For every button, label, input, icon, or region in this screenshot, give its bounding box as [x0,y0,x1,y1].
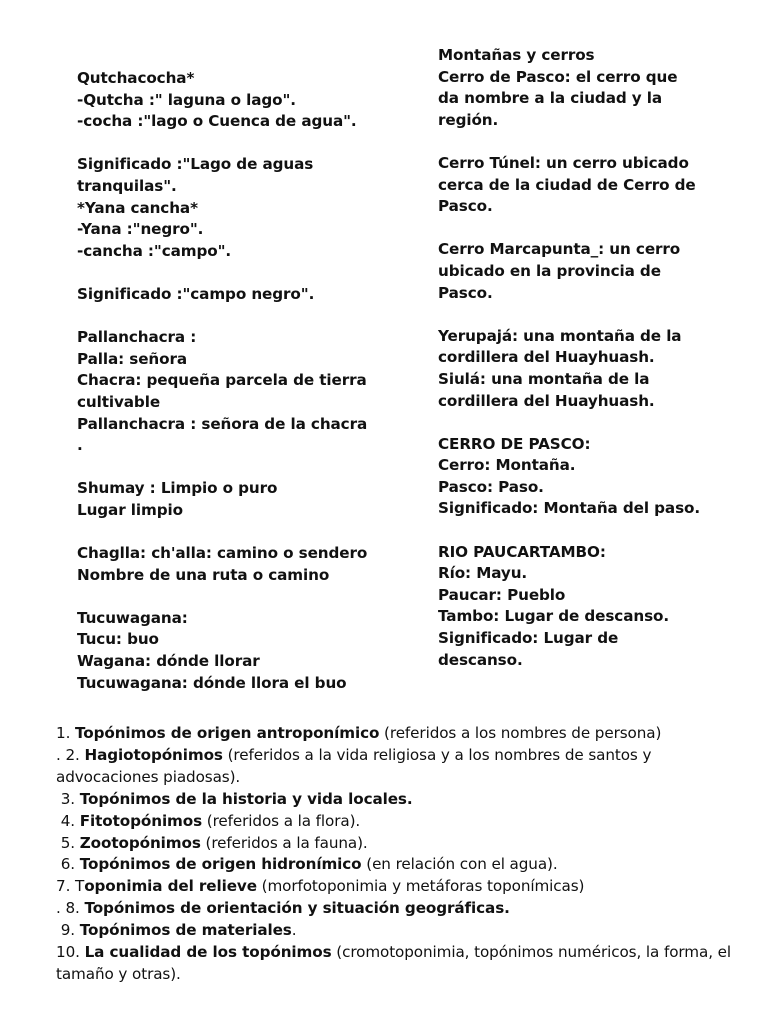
left-column-line: Significado :"campo negro". [77,284,315,303]
list-item-description: (morfotoponimia y metáforas toponímicas) [256,877,585,896]
right-column-line: Cerro Marcapunta_: un cerro ubicado en la provincia de Pasco. [438,240,686,302]
list-item [56,854,756,876]
list-item-term: Topónimos de origen hidronímico [79,855,362,874]
list-item [56,942,756,986]
list-item-term: Hagiotopónimos [84,745,223,764]
list-item-term: Topónimos de la historia y vida locales. [79,789,413,808]
left-column-line: Tucuwagana: dónde llora el buo [77,673,347,692]
list-item-term: Topónimos de orientación y situación geográficas. [84,899,510,918]
list-item [56,833,756,855]
list-item-description: (referidos a la vida religiosa y a los nombres de santos y advocaciones piadosas). [56,745,652,786]
right-column-line: Significado: Montaña del paso. [438,499,701,518]
left-column-line: -Qutcha :" laguna o lago". [77,90,296,109]
list-item-number: 5. [56,833,80,852]
list-item-description: . [291,921,297,940]
left-column-line: Palla: señora [77,349,188,368]
left-column-line: -cancha :"campo". [77,241,232,260]
left-column-line: *Yana cancha* [77,198,198,217]
left-column-line: Lugar limpio [77,500,183,519]
list-item-term: Fitotopónimos [79,811,203,830]
right-column-line: Cerro de Pasco: el cerro que da nombre a la ciudad y la región. [438,67,683,129]
left-column-line: Tucu: buo [77,630,159,649]
list-item [56,920,756,942]
right-column-line: Siulá: una montaña de la cordillera del Huayhuash. [438,369,655,410]
list-item-number: 1. [56,724,76,742]
left-column-line: Qutchacocha* [77,69,195,87]
left-column-line: Chacra: pequeña parcela de tierra cultivable [77,371,372,411]
left-column-line: -Yana :"negro". [77,220,204,239]
list-item-number: . 2. [56,745,85,764]
right-column-line: Montañas y cerros [438,46,595,64]
left-column-line: Chaglla: ch'alla: camino o sendero [77,544,368,563]
list-item [56,789,756,811]
paragraph-gap [438,520,703,542]
paragraph-gap [438,131,703,153]
right-column-line: Cerro: Montaña. [438,456,576,475]
list-item [56,876,756,898]
left-column-line: -cocha :"lago o Cuenca de agua". [77,112,357,131]
list-item-term: Topónimos de origen antroponímico [75,724,380,742]
right-column [438,45,703,671]
right-column-line: Paucar: Pueblo [438,585,566,604]
paragraph-gap [77,133,377,155]
list-item [56,745,756,789]
left-column-line: Tucuwagana: [77,608,188,627]
left-column-line: Wagana: dónde llorar [77,652,260,671]
list-item-number: 10. [56,943,85,962]
list-item-number: . 8. [56,899,85,918]
list-item [56,723,756,745]
right-column-line: Pasco: Paso. [438,477,544,496]
right-column-line: CERRO DE PASCO: [438,434,591,453]
list-item-number: 3. [56,789,80,808]
right-column-line: Significado: Lugar de descanso. [438,629,624,669]
list-item [56,898,756,920]
list-item-number: 4. [56,811,80,830]
list-item-description: (referidos a la flora). [202,811,361,830]
right-column-line: Cerro Túnel: un cerro ubicado cerca de la ciudad de Cerro de Pasco. [438,153,701,216]
paragraph-gap [77,586,377,608]
right-column-line: Tambo: Lugar de descanso. [438,607,670,626]
list-item-description: (referidos a los nombres de persona) [379,724,662,742]
paragraph-gap [438,412,703,434]
left-column [77,68,377,694]
left-column-line: Nombre de una ruta o camino [77,565,330,584]
right-column-line: RIO PAUCARTAMBO: [438,542,606,561]
left-column-line: Significado :"Lago de aguas tranquilas". [77,155,319,195]
list-item-description: (referidos a la fauna). [200,833,368,852]
paragraph-gap [77,457,377,479]
list-item-number: 6. [56,855,80,874]
list-item-term: oponimia del relieve [84,877,257,896]
toponym-list [56,723,756,986]
list-item-number: 9. [56,921,80,940]
paragraph-gap [77,262,377,284]
right-column-line: Yerupajá: una montaña de la cordillera del Huayhuash. [438,326,687,367]
paragraph-gap [438,304,703,326]
paragraph-gap [77,306,377,328]
list-item-description: (cromotoponimia, topónimos numéricos, la forma, el tamaño y otras). [56,943,732,983]
left-column-line: Pallanchacra : [77,328,197,347]
paragraph-gap [77,521,377,543]
right-column-line: Río: Mayu. [438,564,528,583]
left-column-line: Pallanchacra : señora de la chacra . [77,414,373,455]
list-item-term: Zootopónimos [79,833,201,852]
list-item-number: 7. T [56,877,85,896]
list-item [56,811,756,833]
list-item-description: (en relación con el agua). [361,855,558,874]
list-item-term: Topónimos de materiales [79,921,292,940]
paragraph-gap [438,218,703,240]
list-item-term: La cualidad de los topónimos [84,943,332,962]
left-column-line: Shumay : Limpio o puro [77,479,278,498]
